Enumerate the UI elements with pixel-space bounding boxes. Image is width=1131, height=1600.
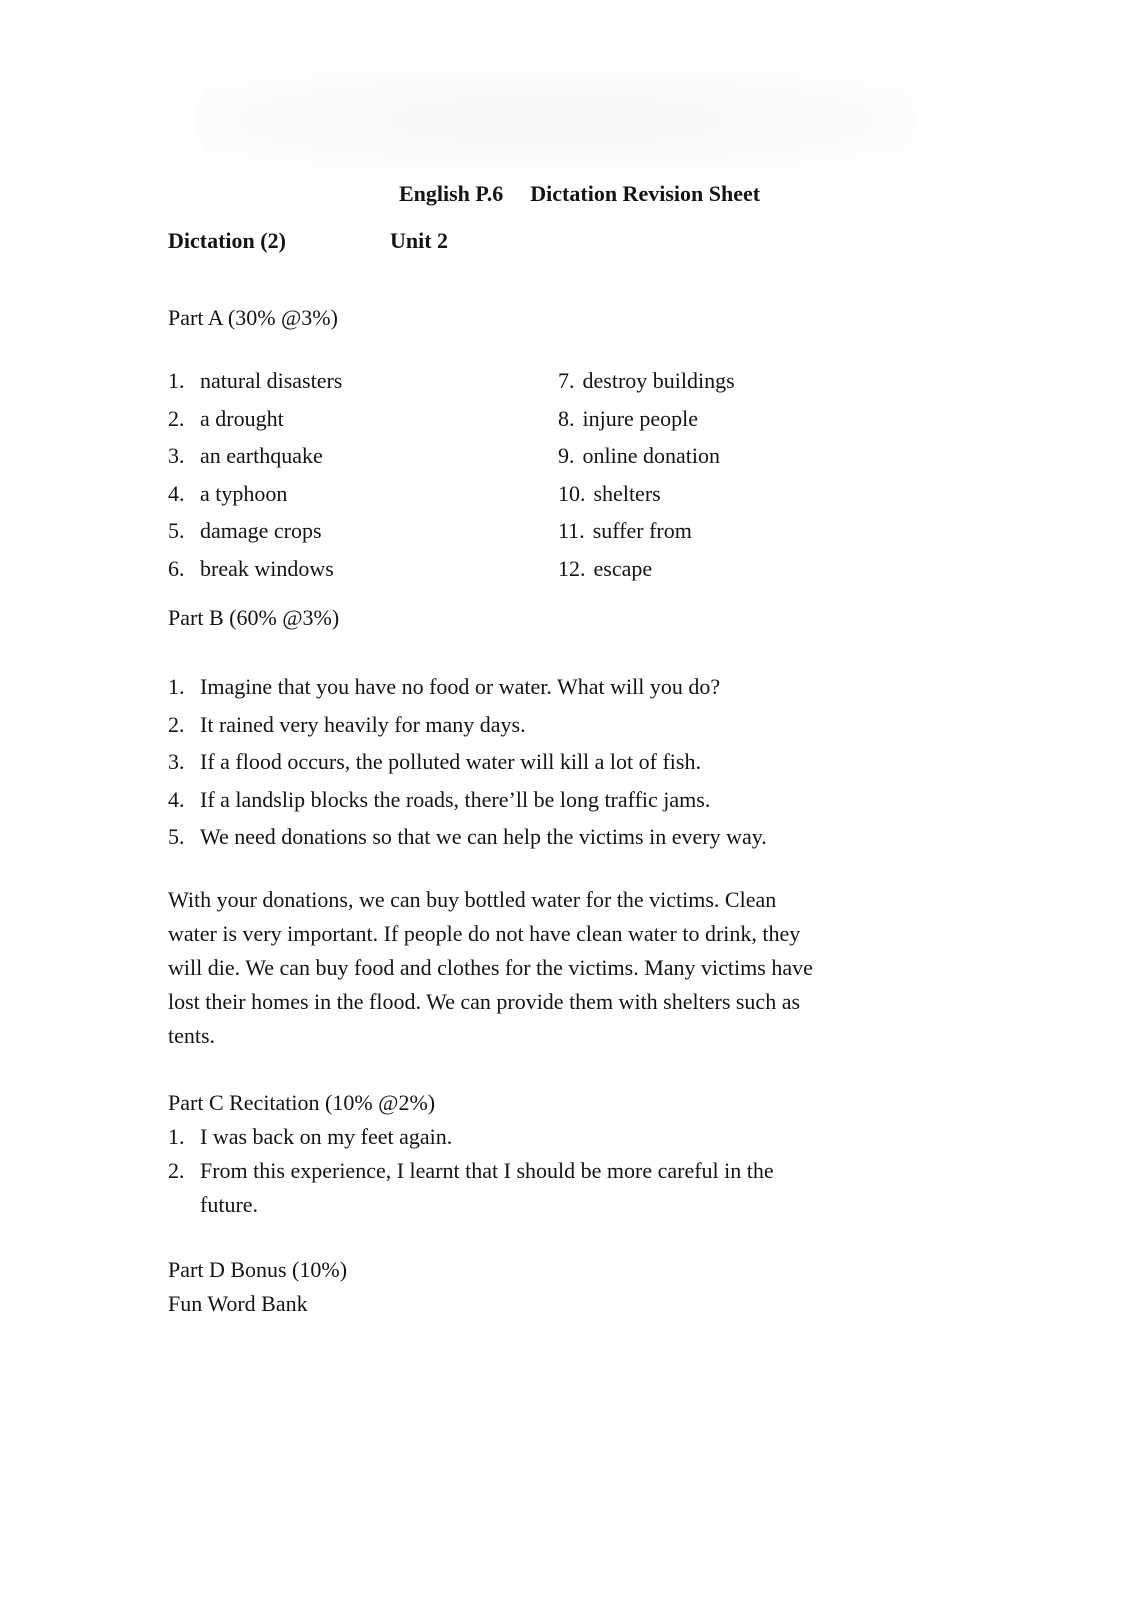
paragraph-line: water is very important. If people do not have clean water to drink, they	[168, 920, 801, 946]
item-text: If a flood occurs, the polluted water will kill a lot of fish.	[200, 749, 701, 774]
item-text: suffer from	[592, 518, 692, 543]
paragraph-line: tents.	[168, 1022, 216, 1048]
paragraph-line: With your donations, we can buy bottled water for the victims. Clean	[168, 886, 777, 912]
part-d-subheading: Fun Word Bank	[168, 1290, 308, 1316]
list-item	[558, 362, 991, 400]
paragraph-line: lost their homes in the flood. We can provide them with shelters such as	[168, 988, 801, 1014]
item-text: natural disasters	[200, 368, 343, 393]
item-number: 4.	[168, 480, 185, 506]
unit-number: Unit 2	[390, 228, 449, 253]
list-item	[168, 743, 991, 781]
item-text: shelters	[593, 480, 661, 506]
dictation-number: Dictation (2)	[168, 228, 286, 253]
item-text: damage crops	[200, 518, 322, 543]
list-item	[168, 362, 558, 400]
list-item	[168, 437, 558, 475]
item-text: We need donations so that we can help the victims in every way.	[200, 824, 767, 849]
part-c-section	[168, 1086, 991, 1222]
item-number: 3.	[168, 443, 185, 468]
part-b-list	[168, 668, 991, 856]
item-text: destroy buildings	[582, 368, 735, 393]
list-item	[168, 818, 991, 856]
part-a-list	[168, 362, 991, 587]
title-course: English P.6	[398, 181, 504, 206]
part-a-heading: Part A (30% @3%)	[168, 305, 338, 330]
item-number: 10.	[558, 480, 586, 506]
list-item	[558, 550, 991, 588]
item-number: 2.	[168, 405, 185, 431]
item-number: 6.	[168, 555, 185, 581]
item-text: a typhoon	[200, 480, 288, 506]
item-number: 2.	[168, 1157, 185, 1183]
item-text: injure people	[582, 405, 698, 431]
list-item	[168, 475, 558, 513]
list-item	[168, 706, 991, 744]
part-a-left-column	[168, 362, 558, 587]
item-number: 7.	[558, 368, 575, 393]
item-text: escape	[593, 555, 653, 581]
item-text: a drought	[200, 405, 284, 431]
item-text: It rained very heavily for many days.	[200, 711, 526, 737]
item-number: 5.	[168, 518, 185, 543]
list-item	[168, 400, 558, 438]
part-d-heading: Part D Bonus (10%)	[168, 1256, 348, 1282]
list-item	[168, 550, 558, 588]
list-item	[168, 1120, 991, 1154]
list-item-continuation	[168, 1188, 991, 1222]
item-number: 11.	[558, 518, 585, 543]
part-b-heading: Part B (60% @3%)	[168, 605, 340, 630]
item-text: future.	[200, 1191, 259, 1217]
item-number: 1.	[168, 1123, 185, 1149]
item-number-spacer	[168, 1188, 200, 1222]
part-d-section	[168, 1253, 991, 1321]
donation-paragraph	[168, 883, 991, 1053]
list-item	[558, 475, 991, 513]
list-item	[558, 400, 991, 438]
item-number: 1.	[168, 674, 185, 699]
part-a-right-column	[558, 362, 991, 587]
list-item	[168, 1154, 991, 1188]
item-text: I was back on my feet again.	[200, 1123, 453, 1149]
item-text: Imagine that you have no food or water. What will you do?	[200, 674, 721, 699]
list-item	[168, 781, 991, 819]
paragraph-line: will die. We can buy food and clothes for the victims. Many victims have	[168, 954, 813, 980]
part-c-heading: Part C Recitation (10% @2%)	[168, 1089, 436, 1115]
item-text: break windows	[200, 555, 334, 581]
item-text: online donation	[582, 443, 720, 468]
item-number: 1.	[168, 368, 185, 393]
document-subtitle	[168, 228, 991, 254]
list-item	[558, 512, 991, 550]
list-item	[168, 668, 991, 706]
item-number: 3.	[168, 749, 185, 774]
title-name: Dictation Revision Sheet	[530, 181, 761, 206]
item-text: From this experience, I learnt that I should be more careful in the	[200, 1157, 774, 1183]
list-item	[558, 437, 991, 475]
item-number: 2.	[168, 711, 185, 737]
item-number: 5.	[168, 824, 185, 849]
item-text: If a landslip blocks the roads, there’ll be long traffic jams.	[200, 786, 711, 812]
item-number: 12.	[558, 555, 586, 581]
item-number: 9.	[558, 443, 575, 468]
item-number: 4.	[168, 786, 185, 812]
list-item	[168, 512, 558, 550]
erased-header-area	[195, 72, 915, 168]
item-text: an earthquake	[200, 443, 323, 468]
item-number: 8.	[558, 405, 575, 431]
